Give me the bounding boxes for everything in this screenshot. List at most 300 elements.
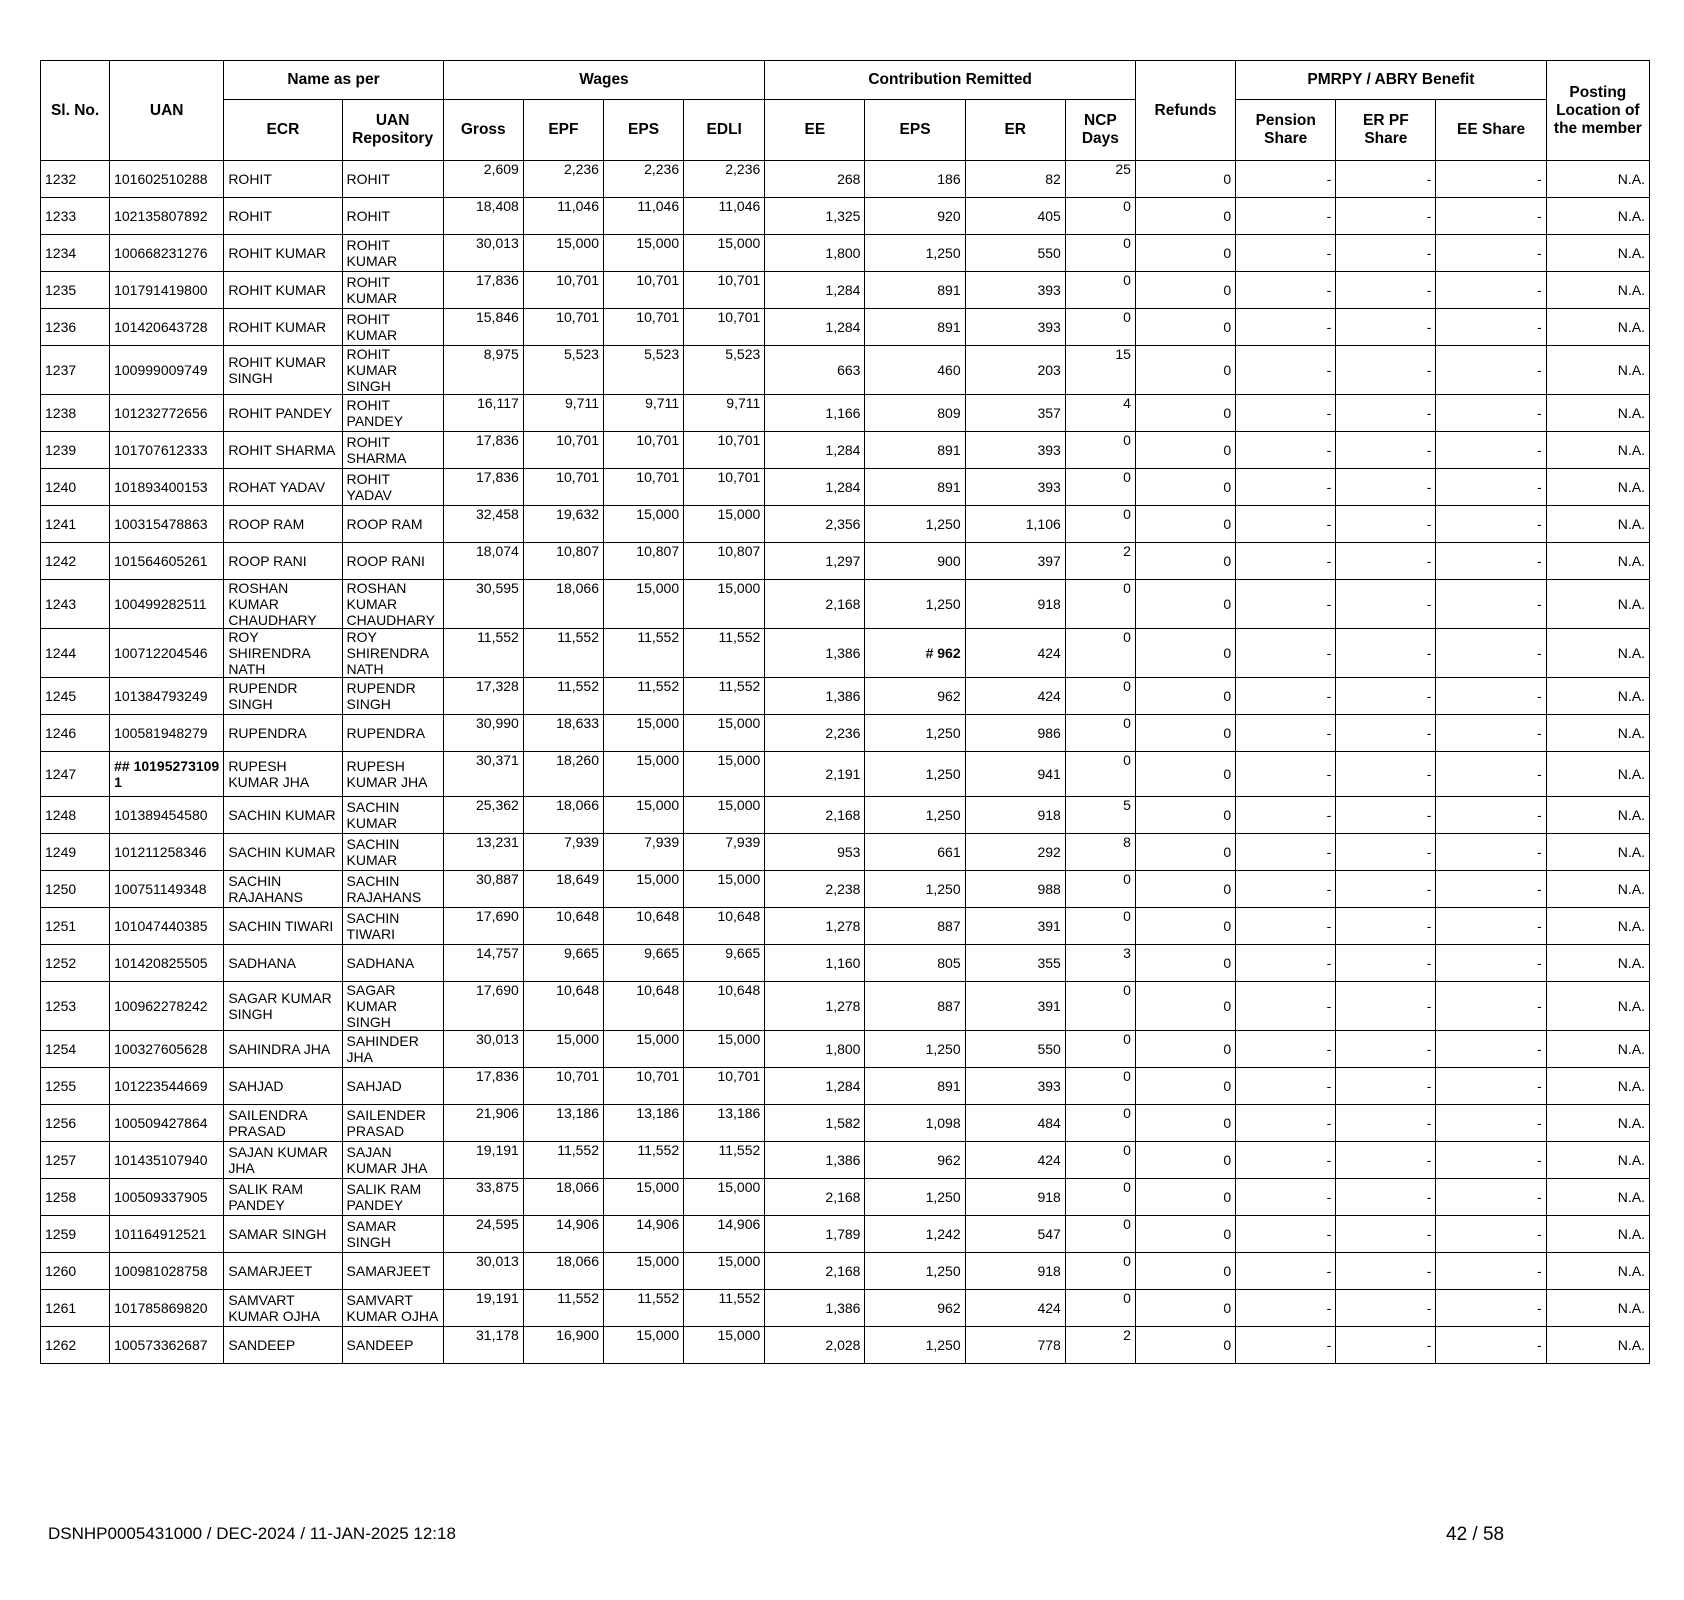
- cell-ee-share: -: [1436, 395, 1546, 432]
- cell-gross: 17,836: [443, 469, 523, 506]
- cell-er-pf-share: -: [1336, 908, 1436, 945]
- cell-ee-share: -: [1436, 235, 1546, 272]
- cell-name-ecr: ROOP RANI: [224, 543, 342, 580]
- cell-er-pf-share: -: [1336, 945, 1436, 982]
- cell-gross: 17,836: [443, 432, 523, 469]
- cell-er: 357: [965, 395, 1065, 432]
- cell-name-ecr: SAGAR KUMAR SINGH: [224, 982, 342, 1031]
- cell-sl-no: 1244: [41, 629, 110, 678]
- cell-er-pf-share: -: [1336, 715, 1436, 752]
- cell-ee: 1,800: [765, 235, 865, 272]
- cell-sl-no: 1246: [41, 715, 110, 752]
- cell-er-pf-share: -: [1336, 272, 1436, 309]
- cell-posting-location: N.A.: [1546, 908, 1649, 945]
- cell-posting-location: N.A.: [1546, 395, 1649, 432]
- cell-uan: 100327605628: [110, 1031, 224, 1068]
- cell-sl-no: 1245: [41, 678, 110, 715]
- cell-posting-location: N.A.: [1546, 945, 1649, 982]
- header-contribution-eps: EPS: [865, 100, 965, 161]
- cell-gross: 33,875: [443, 1179, 523, 1216]
- cell-er-pf-share: -: [1336, 834, 1436, 871]
- cell-sl-no: 1255: [41, 1068, 110, 1105]
- cell-sl-no: 1256: [41, 1105, 110, 1142]
- cell-ee-share: -: [1436, 1216, 1546, 1253]
- cell-pension-share: -: [1236, 1216, 1336, 1253]
- cell-ncp-days: 8: [1065, 834, 1135, 871]
- cell-name-uan-repository: SACHIN KUMAR: [342, 797, 443, 834]
- cell-edli: 15,000: [684, 235, 765, 272]
- cell-er: 393: [965, 1068, 1065, 1105]
- table-row: [41, 629, 1650, 678]
- cell-epf: 10,807: [523, 543, 603, 580]
- cell-pension-share: -: [1236, 1105, 1336, 1142]
- cell-uan: 100315478863: [110, 506, 224, 543]
- cell-name-uan-repository: ROSHAN KUMAR CHAUDHARY: [342, 580, 443, 629]
- cell-name-uan-repository: SAMVART KUMAR OJHA: [342, 1290, 443, 1327]
- cell-gross: 30,887: [443, 871, 523, 908]
- cell-posting-location: N.A.: [1546, 982, 1649, 1031]
- cell-er-pf-share: -: [1336, 309, 1436, 346]
- cell-ncp-days: 0: [1065, 908, 1135, 945]
- cell-name-uan-repository: ROHIT KUMAR SINGH: [342, 346, 443, 395]
- cell-name-uan-repository: SALIK RAM PANDEY: [342, 1179, 443, 1216]
- cell-edli: 2,236: [684, 161, 765, 198]
- header-name-as-per: Name as per: [224, 61, 443, 100]
- table-row: [41, 580, 1650, 629]
- cell-ncp-days: 15: [1065, 346, 1135, 395]
- cell-posting-location: N.A.: [1546, 1142, 1649, 1179]
- cell-epf: 19,632: [523, 506, 603, 543]
- table-row: [41, 1142, 1650, 1179]
- cell-gross: 13,231: [443, 834, 523, 871]
- cell-epf: 11,552: [523, 1142, 603, 1179]
- cell-edli: 15,000: [684, 871, 765, 908]
- cell-eps: 10,701: [603, 469, 683, 506]
- cell-er: 397: [965, 543, 1065, 580]
- cell-er: 393: [965, 432, 1065, 469]
- cell-eps: 15,000: [603, 715, 683, 752]
- cell-epf: 18,066: [523, 580, 603, 629]
- cell-gross: 32,458: [443, 506, 523, 543]
- cell-eps: 13,186: [603, 1105, 683, 1142]
- cell-contribution-eps: 900: [865, 543, 965, 580]
- cell-gross: 2,609: [443, 161, 523, 198]
- cell-contribution-eps: 805: [865, 945, 965, 982]
- table-row: [41, 506, 1650, 543]
- cell-gross: 17,836: [443, 1068, 523, 1105]
- cell-epf: 18,633: [523, 715, 603, 752]
- cell-contribution-eps: 891: [865, 1068, 965, 1105]
- cell-edli: 10,701: [684, 432, 765, 469]
- cell-er: 405: [965, 198, 1065, 235]
- cell-pension-share: -: [1236, 1031, 1336, 1068]
- cell-epf: 13,186: [523, 1105, 603, 1142]
- cell-name-uan-repository: RUPENDRA: [342, 715, 443, 752]
- cell-contribution-eps: 1,250: [865, 797, 965, 834]
- cell-eps: 10,701: [603, 432, 683, 469]
- cell-uan: 102135807892: [110, 198, 224, 235]
- cell-epf: 2,236: [523, 161, 603, 198]
- cell-edli: 10,701: [684, 469, 765, 506]
- cell-name-ecr: ROOP RAM: [224, 506, 342, 543]
- cell-ncp-days: 0: [1065, 1105, 1135, 1142]
- cell-name-ecr: ROHIT KUMAR: [224, 235, 342, 272]
- cell-name-ecr: ROHAT YADAV: [224, 469, 342, 506]
- table-row: [41, 982, 1650, 1031]
- cell-gross: 17,836: [443, 272, 523, 309]
- cell-gross: 18,408: [443, 198, 523, 235]
- cell-contribution-eps: 891: [865, 432, 965, 469]
- cell-contribution-eps: 887: [865, 908, 965, 945]
- cell-name-ecr: ROSHAN KUMAR CHAUDHARY: [224, 580, 342, 629]
- table-row: [41, 432, 1650, 469]
- cell-posting-location: N.A.: [1546, 272, 1649, 309]
- cell-eps: 11,552: [603, 678, 683, 715]
- cell-eps: 15,000: [603, 1253, 683, 1290]
- header-refunds: Refunds: [1135, 61, 1235, 161]
- cell-posting-location: N.A.: [1546, 715, 1649, 752]
- cell-eps: 15,000: [603, 871, 683, 908]
- cell-pension-share: -: [1236, 198, 1336, 235]
- cell-name-uan-repository: RUPENDR SINGH: [342, 678, 443, 715]
- cell-ncp-days: 25: [1065, 161, 1135, 198]
- cell-name-ecr: SAHJAD: [224, 1068, 342, 1105]
- cell-edli: 14,906: [684, 1216, 765, 1253]
- cell-epf: 14,906: [523, 1216, 603, 1253]
- cell-epf: 10,648: [523, 982, 603, 1031]
- cell-name-uan-repository: ROHIT KUMAR: [342, 309, 443, 346]
- cell-sl-no: 1241: [41, 506, 110, 543]
- cell-edli: 15,000: [684, 797, 765, 834]
- cell-posting-location: N.A.: [1546, 235, 1649, 272]
- cell-ncp-days: 3: [1065, 945, 1135, 982]
- cell-edli: 10,701: [684, 272, 765, 309]
- table-row: [41, 235, 1650, 272]
- cell-ncp-days: 2: [1065, 1327, 1135, 1364]
- cell-contribution-eps: 661: [865, 834, 965, 871]
- cell-eps: 10,701: [603, 309, 683, 346]
- header-ecr: ECR: [224, 100, 342, 161]
- cell-name-ecr: ROHIT PANDEY: [224, 395, 342, 432]
- cell-eps: 10,701: [603, 272, 683, 309]
- cell-refunds: 0: [1135, 1216, 1235, 1253]
- cell-refunds: 0: [1135, 797, 1235, 834]
- cell-refunds: 0: [1135, 543, 1235, 580]
- cell-sl-no: 1232: [41, 161, 110, 198]
- header-uan-repository: UAN Repository: [342, 100, 443, 161]
- cell-epf: 18,066: [523, 797, 603, 834]
- cell-pension-share: -: [1236, 908, 1336, 945]
- table-row: [41, 871, 1650, 908]
- cell-ncp-days: 0: [1065, 580, 1135, 629]
- cell-ncp-days: 0: [1065, 1290, 1135, 1327]
- cell-contribution-eps: 887: [865, 982, 965, 1031]
- cell-ee: 1,284: [765, 1068, 865, 1105]
- cell-posting-location: N.A.: [1546, 1105, 1649, 1142]
- header-pmrpy-abry: PMRPY / ABRY Benefit: [1236, 61, 1547, 100]
- cell-ee: 1,278: [765, 982, 865, 1031]
- cell-ee-share: -: [1436, 982, 1546, 1031]
- cell-uan: 100981028758: [110, 1253, 224, 1290]
- cell-ee-share: -: [1436, 715, 1546, 752]
- cell-gross: 21,906: [443, 1105, 523, 1142]
- cell-refunds: 0: [1135, 982, 1235, 1031]
- cell-ee: 1,800: [765, 1031, 865, 1068]
- cell-eps: 15,000: [603, 235, 683, 272]
- cell-epf: 11,552: [523, 1290, 603, 1327]
- cell-ee-share: -: [1436, 629, 1546, 678]
- table-row: [41, 834, 1650, 871]
- cell-ncp-days: 0: [1065, 982, 1135, 1031]
- cell-epf: 15,000: [523, 235, 603, 272]
- cell-contribution-eps: 891: [865, 469, 965, 506]
- cell-eps: 11,046: [603, 198, 683, 235]
- header-ncp-days: NCP Days: [1065, 100, 1135, 161]
- cell-name-ecr: RUPENDR SINGH: [224, 678, 342, 715]
- cell-name-uan-repository: ROY SHIRENDRA NATH: [342, 629, 443, 678]
- cell-uan: 100509427864: [110, 1105, 224, 1142]
- cell-refunds: 0: [1135, 346, 1235, 395]
- cell-name-ecr: SALIK RAM PANDEY: [224, 1179, 342, 1216]
- cell-name-uan-repository: SACHIN RAJAHANS: [342, 871, 443, 908]
- cell-edli: 13,186: [684, 1105, 765, 1142]
- cell-pension-share: -: [1236, 797, 1336, 834]
- cell-name-ecr: ROY SHIRENDRA NATH: [224, 629, 342, 678]
- cell-pension-share: -: [1236, 629, 1336, 678]
- table-row: [41, 797, 1650, 834]
- cell-sl-no: 1253: [41, 982, 110, 1031]
- cell-ee: 2,356: [765, 506, 865, 543]
- cell-er-pf-share: -: [1336, 432, 1436, 469]
- cell-er: 424: [965, 1142, 1065, 1179]
- cell-sl-no: 1237: [41, 346, 110, 395]
- cell-contribution-eps: 1,250: [865, 1253, 965, 1290]
- cell-eps: 9,665: [603, 945, 683, 982]
- cell-edli: 15,000: [684, 1031, 765, 1068]
- table-row: [41, 309, 1650, 346]
- cell-ncp-days: 0: [1065, 752, 1135, 797]
- cell-posting-location: N.A.: [1546, 346, 1649, 395]
- cell-refunds: 0: [1135, 580, 1235, 629]
- cell-sl-no: 1249: [41, 834, 110, 871]
- cell-ee: 1,284: [765, 432, 865, 469]
- cell-er-pf-share: -: [1336, 395, 1436, 432]
- cell-ncp-days: 0: [1065, 309, 1135, 346]
- cell-sl-no: 1242: [41, 543, 110, 580]
- table-row: [41, 395, 1650, 432]
- header-pension-share: Pension Share: [1236, 100, 1336, 161]
- cell-ee-share: -: [1436, 506, 1546, 543]
- cell-posting-location: N.A.: [1546, 629, 1649, 678]
- cell-name-uan-repository: ROHIT YADAV: [342, 469, 443, 506]
- cell-er: 547: [965, 1216, 1065, 1253]
- cell-pension-share: -: [1236, 161, 1336, 198]
- cell-ncp-days: 0: [1065, 1068, 1135, 1105]
- cell-refunds: 0: [1135, 1179, 1235, 1216]
- table-row: [41, 908, 1650, 945]
- table-row: [41, 752, 1650, 797]
- header-er: ER: [965, 100, 1065, 161]
- table-row: [41, 1068, 1650, 1105]
- cell-edli: 5,523: [684, 346, 765, 395]
- cell-refunds: 0: [1135, 908, 1235, 945]
- cell-eps: 10,648: [603, 982, 683, 1031]
- cell-er-pf-share: -: [1336, 629, 1436, 678]
- cell-er: 918: [965, 1179, 1065, 1216]
- cell-er: 391: [965, 908, 1065, 945]
- cell-er-pf-share: -: [1336, 1068, 1436, 1105]
- cell-eps: 14,906: [603, 1216, 683, 1253]
- cell-ncp-days: 0: [1065, 198, 1135, 235]
- cell-pension-share: -: [1236, 1253, 1336, 1290]
- cell-refunds: 0: [1135, 1327, 1235, 1364]
- cell-ee: 953: [765, 834, 865, 871]
- cell-contribution-eps: 1,250: [865, 871, 965, 908]
- cell-posting-location: N.A.: [1546, 1068, 1649, 1105]
- cell-gross: 30,013: [443, 1253, 523, 1290]
- cell-er-pf-share: -: [1336, 1216, 1436, 1253]
- cell-epf: 9,665: [523, 945, 603, 982]
- cell-epf: 10,701: [523, 1068, 603, 1105]
- cell-ee-share: -: [1436, 1068, 1546, 1105]
- cell-ee-share: -: [1436, 198, 1546, 235]
- cell-refunds: 0: [1135, 161, 1235, 198]
- cell-er: 941: [965, 752, 1065, 797]
- header-epf: EPF: [523, 100, 603, 161]
- cell-er-pf-share: -: [1336, 1031, 1436, 1068]
- cell-eps: 15,000: [603, 797, 683, 834]
- cell-name-uan-repository: ROHIT: [342, 161, 443, 198]
- cell-eps: 2,236: [603, 161, 683, 198]
- cell-name-uan-repository: SANDEEP: [342, 1327, 443, 1364]
- cell-epf: 10,701: [523, 432, 603, 469]
- cell-ee-share: -: [1436, 580, 1546, 629]
- cell-gross: 11,552: [443, 629, 523, 678]
- cell-eps: 15,000: [603, 1179, 683, 1216]
- cell-contribution-eps: 1,242: [865, 1216, 965, 1253]
- cell-ee: 1,278: [765, 908, 865, 945]
- cell-er-pf-share: -: [1336, 506, 1436, 543]
- cell-eps: 10,701: [603, 1068, 683, 1105]
- cell-contribution-eps: 891: [865, 309, 965, 346]
- cell-ncp-days: 0: [1065, 432, 1135, 469]
- cell-uan: 101384793249: [110, 678, 224, 715]
- cell-name-ecr: SACHIN TIWARI: [224, 908, 342, 945]
- cell-ncp-days: 5: [1065, 797, 1135, 834]
- cell-name-uan-repository: SACHIN KUMAR: [342, 834, 443, 871]
- cell-er: 986: [965, 715, 1065, 752]
- cell-name-ecr: SACHIN KUMAR: [224, 797, 342, 834]
- cell-name-ecr: SACHIN KUMAR: [224, 834, 342, 871]
- cell-posting-location: N.A.: [1546, 834, 1649, 871]
- cell-name-ecr: SAILENDRA PRASAD: [224, 1105, 342, 1142]
- cell-eps: 15,000: [603, 506, 683, 543]
- cell-ee-share: -: [1436, 1253, 1546, 1290]
- cell-uan: 101602510288: [110, 161, 224, 198]
- table-row: [41, 469, 1650, 506]
- cell-ncp-days: 0: [1065, 715, 1135, 752]
- cell-epf: 18,066: [523, 1179, 603, 1216]
- cell-sl-no: 1239: [41, 432, 110, 469]
- cell-pension-share: -: [1236, 715, 1336, 752]
- cell-er-pf-share: -: [1336, 346, 1436, 395]
- cell-uan: 100573362687: [110, 1327, 224, 1364]
- table-row: [41, 715, 1650, 752]
- cell-name-uan-repository: SAGAR KUMAR SINGH: [342, 982, 443, 1031]
- cell-name-ecr: RUPENDRA: [224, 715, 342, 752]
- table-row: [41, 678, 1650, 715]
- cell-uan: 100668231276: [110, 235, 224, 272]
- table-row: [41, 1179, 1650, 1216]
- cell-gross: 15,846: [443, 309, 523, 346]
- cell-er: 424: [965, 629, 1065, 678]
- cell-contribution-eps: 920: [865, 198, 965, 235]
- cell-ncp-days: 0: [1065, 629, 1135, 678]
- cell-uan: 101389454580: [110, 797, 224, 834]
- cell-ee: 2,168: [765, 1253, 865, 1290]
- cell-epf: 18,649: [523, 871, 603, 908]
- cell-er-pf-share: -: [1336, 1142, 1436, 1179]
- cell-name-ecr: SAJAN KUMAR JHA: [224, 1142, 342, 1179]
- cell-posting-location: N.A.: [1546, 1179, 1649, 1216]
- cell-er-pf-share: -: [1336, 1105, 1436, 1142]
- cell-gross: 30,013: [443, 1031, 523, 1068]
- cell-pension-share: -: [1236, 752, 1336, 797]
- cell-pension-share: -: [1236, 235, 1336, 272]
- cell-uan: 101564605261: [110, 543, 224, 580]
- cell-uan: 100751149348: [110, 871, 224, 908]
- cell-uan: 101435107940: [110, 1142, 224, 1179]
- cell-uan: 101232772656: [110, 395, 224, 432]
- cell-eps: 10,807: [603, 543, 683, 580]
- cell-epf: 11,046: [523, 198, 603, 235]
- cell-edli: 11,552: [684, 678, 765, 715]
- cell-er-pf-share: -: [1336, 235, 1436, 272]
- cell-name-uan-repository: ROOP RANI: [342, 543, 443, 580]
- cell-refunds: 0: [1135, 469, 1235, 506]
- cell-ee-share: -: [1436, 834, 1546, 871]
- cell-edli: 11,552: [684, 1290, 765, 1327]
- cell-er-pf-share: -: [1336, 161, 1436, 198]
- cell-er-pf-share: -: [1336, 1327, 1436, 1364]
- cell-refunds: 0: [1135, 752, 1235, 797]
- cell-sl-no: 1260: [41, 1253, 110, 1290]
- cell-ncp-days: 0: [1065, 1179, 1135, 1216]
- cell-eps: 15,000: [603, 1327, 683, 1364]
- cell-contribution-eps: 1,250: [865, 1327, 965, 1364]
- cell-pension-share: -: [1236, 506, 1336, 543]
- cell-er: 393: [965, 309, 1065, 346]
- cell-uan: 101791419800: [110, 272, 224, 309]
- cell-contribution-eps: 962: [865, 1142, 965, 1179]
- header-er-pf-share: ER PF Share: [1336, 100, 1436, 161]
- cell-sl-no: 1243: [41, 580, 110, 629]
- cell-gross: 14,757: [443, 945, 523, 982]
- cell-sl-no: 1259: [41, 1216, 110, 1253]
- cell-name-uan-repository: SAMARJEET: [342, 1253, 443, 1290]
- cell-refunds: 0: [1135, 1290, 1235, 1327]
- table-row: [41, 1216, 1650, 1253]
- cell-er-pf-share: -: [1336, 1253, 1436, 1290]
- cell-pension-share: -: [1236, 1327, 1336, 1364]
- cell-er-pf-share: -: [1336, 580, 1436, 629]
- cell-refunds: 0: [1135, 506, 1235, 543]
- header-uan: UAN: [110, 61, 224, 161]
- cell-uan: 101707612333: [110, 432, 224, 469]
- table-row: [41, 272, 1650, 309]
- header-wages: Wages: [443, 61, 765, 100]
- cell-name-ecr: SACHIN RAJAHANS: [224, 871, 342, 908]
